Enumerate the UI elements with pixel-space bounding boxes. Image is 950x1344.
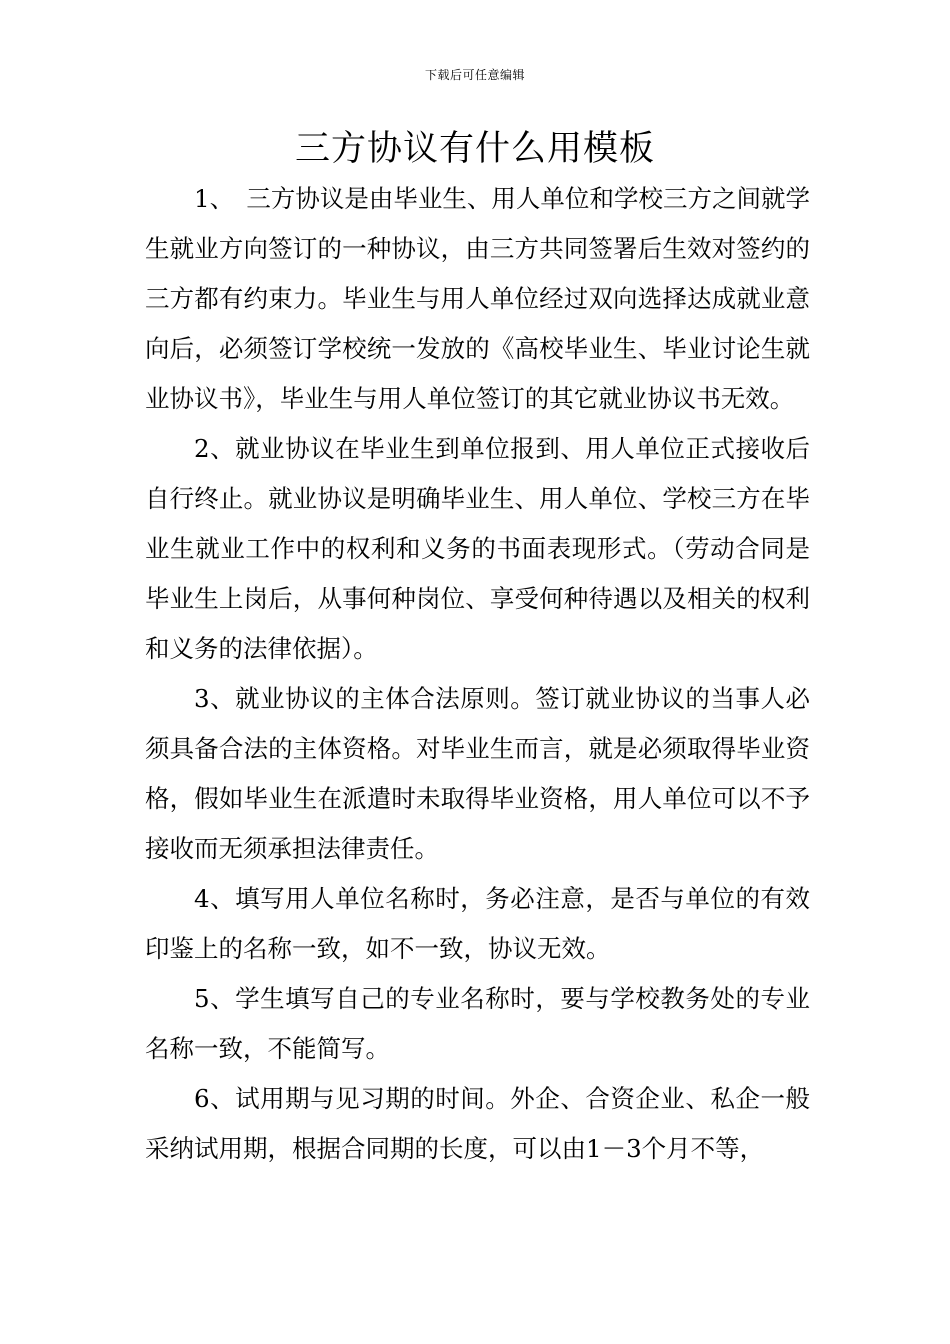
paragraph-2: 2、就业协议在毕业生到单位报到、用人单位正式接收后自行终止。就业协议是明确毕业生、用人单位、学校三方在毕业生就业工作中的权利和义务的书面表现形式。（劳动合同是毕业生上岗后，从事何种岗位、享受何种待遇以及相关的权利和义务的法律依据）。 bbox=[145, 434, 810, 663]
paragraph-5: 5、学生填写自己的专业名称时，要与学校教务处的专业名称一致，不能简写。 bbox=[145, 984, 810, 1063]
page-title: 三方协议有什么用模板 bbox=[294, 129, 655, 169]
paragraph-1: 1、 三方协议是由毕业生、用人单位和学校三方之间就学生就业方向签订的一种协议，由三方共同签署后生效对签约的三方都有约束力。毕业生与用人单位经过双向选择达成就业意向后，必须签订学校统一发放的《高校毕业生、毕业讨论生就业协议书》，毕业生与用人单位签订的其它就业协议书无效。 bbox=[145, 184, 810, 413]
document-body bbox=[145, 174, 810, 1174]
paragraph-4: 4、填写用人单位名称时，务必注意，是否与单位的有效印鉴上的名称一致，如不一致，协议无效。 bbox=[145, 884, 810, 963]
paragraph-6: 6、试用期与见习期的时间。外企、合资企业、私企一般采纳试用期，根据合同期的长度，可以由1－3个月不等， bbox=[145, 1084, 810, 1163]
paragraph-3: 3、就业协议的主体合法原则。签订就业协议的当事人必须具备合法的主体资格。对毕业生而言，就是必须取得毕业资格，假如毕业生在派遣时未取得毕业资格，用人单位可以不予接收而无须承担法律责任。 bbox=[145, 684, 810, 863]
header-note: 下载后可任意编辑 bbox=[424, 68, 525, 82]
